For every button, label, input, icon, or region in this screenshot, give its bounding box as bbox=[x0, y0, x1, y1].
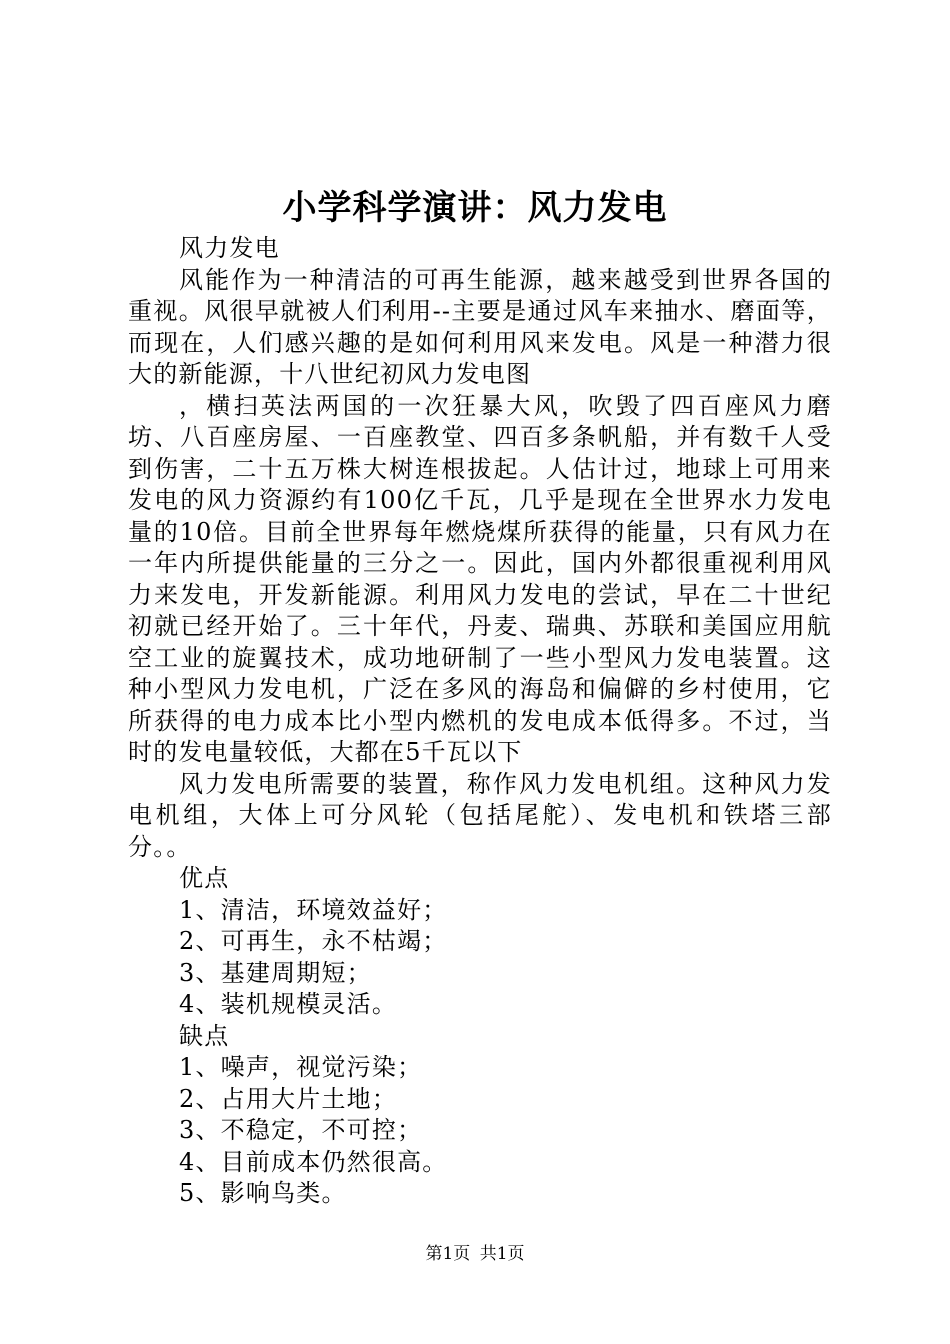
advantage-item: 3、基建周期短； bbox=[179, 958, 372, 987]
advantages-heading: 优点 bbox=[179, 864, 230, 892]
section-heading: 风力发电 bbox=[179, 234, 280, 262]
disadvantage-item: 5、影响鸟类。 bbox=[179, 1179, 347, 1207]
disadvantages-heading: 缺点 bbox=[179, 1021, 230, 1050]
page-footer bbox=[0, 1242, 950, 1266]
body-paragraph-equipment: 风力发电所需要的装置，称作风力发电机组。这种风力发电机组，大体上可分风轮（包括尾舵）、发电机和铁塔三部分。。 bbox=[128, 769, 832, 861]
disadvantage-item: 4、目前成本仍然很高。 bbox=[179, 1147, 448, 1176]
page-total: 共1页 bbox=[479, 1244, 525, 1264]
page-title: 小学科学演讲：风力发电 bbox=[282, 188, 668, 228]
body-paragraph-history: ，横扫英法两国的一次狂暴大风，吹毁了四百座风力磨坊、八百座房屋、一百座教堂、四百多条帆船，并有数千人受到伤害，二十五万株大树连根拔起。人估计过，地球上可用来发电的风力资源约有100亿千瓦，几乎是现在全世界水力发电量的10倍。目前全世界每年燃烧煤所获得的能量，只有风力在一年内所提供能量的三分之一。因此，国内外都很重视利用风力来发电，开发新能源。利用风力发电的尝试，早在二十世纪初就已经开始了。三十年代，丹麦、瑞典、苏联和美国应用航空工业的旋翼技术，成功地研制了一些小型风力发电装置。这种小型风力发电机，广泛在多风的海岛和偏僻的乡村使用，它所获得的电力成本比小型内燃机的发电成本低得多。不过，当时的发电量较低，大都在5千瓦以下 bbox=[128, 391, 832, 766]
disadvantage-item: 3、不稳定，不可控； bbox=[179, 1116, 423, 1144]
advantage-item: 4、装机规模灵活。 bbox=[179, 990, 398, 1018]
disadvantage-item: 1、噪声，视觉污染； bbox=[179, 1053, 423, 1081]
advantage-item: 2、可再生，永不枯竭； bbox=[179, 927, 448, 955]
page-number: 第1页 bbox=[425, 1244, 471, 1264]
body-paragraph-intro: 风能作为一种清洁的可再生能源，越来越受到世界各国的重视。风很早就被人们利用--主要是通过风车来抽水、磨面等，而现在，人们感兴趣的是如何利用风来发电。风是一种潜力很大的新能源，十八世纪初风力发电图 bbox=[128, 265, 832, 388]
disadvantage-item: 2、占用大片土地； bbox=[179, 1084, 398, 1113]
document-body bbox=[128, 233, 832, 1210]
advantage-item: 1、清洁，环境效益好； bbox=[179, 895, 448, 924]
